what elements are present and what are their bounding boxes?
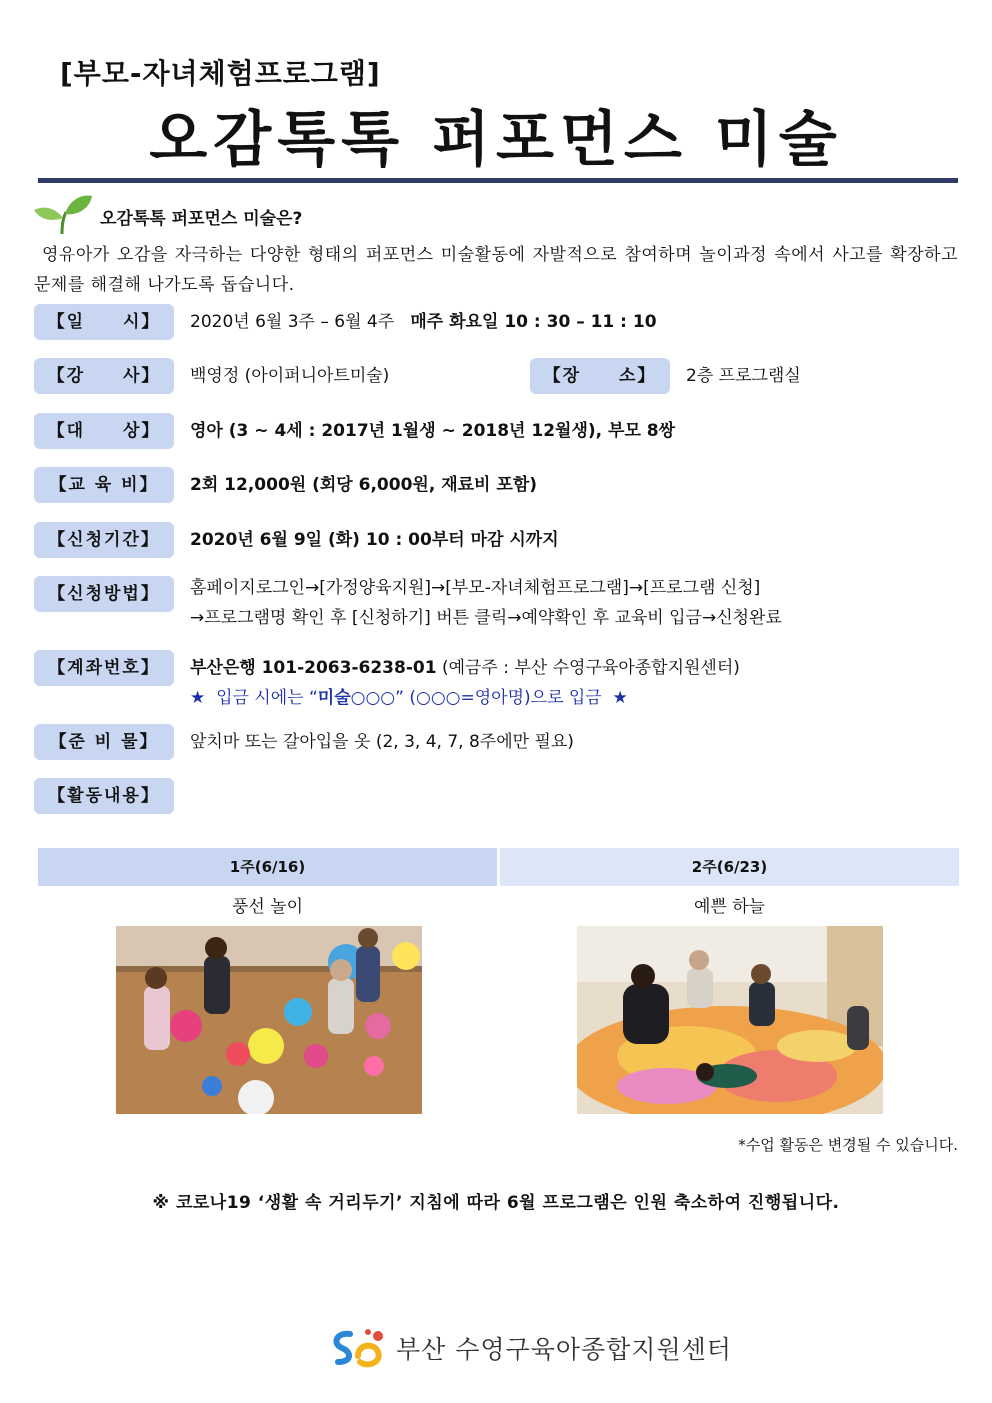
account-number: 부산은행 101-2063-6238-01 (190, 658, 437, 678)
period-value: 2020년 6월 9일 (화) 10 : 00부터 마감 시까지 (190, 530, 559, 550)
schedule-label: 【일 시】 (34, 304, 174, 340)
balloon-play-photo (116, 926, 422, 1114)
place-value: 2층 프로그램실 (686, 366, 801, 386)
method-line-1: 홈페이지로그인→[가정양육지원]→[부모-자녀체험프로그램]→[프로그램 신청] (190, 578, 761, 598)
week-2-activity: 예쁜 하늘 (693, 897, 766, 917)
period-label: 【신청기간】 (34, 522, 174, 558)
deposit-note-suffix: ” (○○○=영아명)으로 입금 (395, 688, 602, 708)
account-label: 【계좌번호】 (34, 650, 174, 686)
intro-heading: 오감톡톡 퍼포먼스 미술은? (100, 209, 303, 229)
covid-notice: ※ 코로나19 ‘생활 속 거리두기’ 지침에 따라 6월 프로그램은 인원 축소하여 진행됩니다. (152, 1193, 840, 1213)
center-name: 부산 수영구육아종합지원센터 (396, 1335, 732, 1364)
pretty-sky-photo (577, 926, 883, 1114)
schedule-time: 매주 화요일 10 : 30 – 11 : 10 (410, 312, 657, 332)
change-notice: *수업 활동은 변경될 수 있습니다. (738, 1136, 958, 1154)
center-logo-icon (328, 1326, 390, 1370)
deposit-note (190, 683, 628, 713)
deposit-note-prefix: 입금 시에는 “ (216, 688, 318, 708)
instructor-value: 백영정 (아이퍼니아트미술) (190, 366, 390, 386)
program-category: [부모-자녀체험프로그램] (60, 57, 381, 90)
target-label: 【대 상】 (34, 413, 174, 449)
method-line-2: →프로그램명 확인 후 [신청하기] 버튼 클릭→예약확인 후 교육비 입금→신청완료 (190, 608, 782, 628)
instructor-label: 【강 사】 (34, 358, 174, 394)
account-value (190, 653, 740, 683)
star-icon: ★ (190, 688, 206, 708)
week-1-activity: 풍선 놀이 (231, 897, 304, 917)
leaf-sprout-icon (32, 192, 94, 236)
deposit-note-name: 미술○○○ (317, 688, 396, 708)
star-icon: ★ (612, 688, 628, 708)
supplies-label: 【준 비 물】 (34, 724, 174, 760)
week-1-header: 1주(6/16) (38, 848, 497, 886)
schedule-value (190, 307, 657, 337)
place-label: 【장 소】 (530, 358, 670, 394)
activities-label: 【활동내용】 (34, 778, 174, 814)
supplies-value: 앞치마 또는 갈아입을 옷 (2, 3, 4, 7, 8주에만 필요) (190, 732, 574, 752)
target-value: 영아 (3 ~ 4세 : 2017년 1월생 ~ 2018년 12월생), 부모 8쌍 (190, 421, 676, 441)
schedule-dates: 2020년 6월 3주 – 6월 4주 (190, 312, 395, 332)
week-2-header: 2주(6/23) (500, 848, 959, 886)
fee-value: 2회 12,000원 (회당 6,000원, 재료비 포함) (190, 475, 538, 495)
fee-label: 【교 육 비】 (34, 467, 174, 503)
method-label: 【신청방법】 (34, 576, 174, 612)
page-title: 오감톡톡 퍼포먼스 미술 (149, 105, 843, 175)
intro-body: 영유아가 오감을 자극하는 다양한 형태의 퍼포먼스 미술활동에 자발적으로 참여하며 놀이과정 속에서 사고를 확장하고 문제를 해결해 나가도록 돕습니다. (34, 245, 958, 295)
title-divider (38, 178, 958, 183)
account-holder: (예금주 : 부산 수영구육아종합지원센터) (441, 658, 740, 678)
